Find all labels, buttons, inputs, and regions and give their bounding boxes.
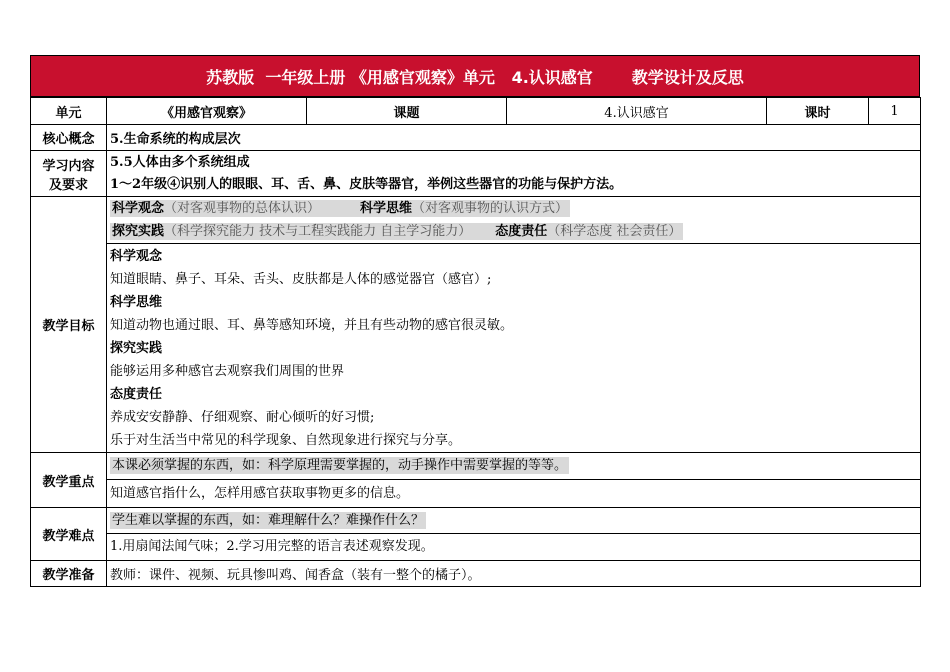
key-points-row: [31, 453, 921, 508]
hours-label: 课时: [767, 98, 869, 125]
core-concept-value: 5.生命系统的构成层次: [107, 125, 921, 151]
document-title-banner: [30, 55, 920, 97]
key-points-hint: 本课必须掌握的东西，如：科学原理需要掌握的，动手操作中需要掌握的等等。: [112, 458, 568, 473]
legend-practice-note: （科学探究能力 技术与工程实践能力 自主学习能力）: [164, 224, 472, 239]
difficulties-text: 1.用扇闻法闻气味；2.学习用完整的语言表述观察发现。: [110, 539, 434, 554]
requirements-row: [31, 151, 921, 197]
objective-heading-thinking: 科学思维: [110, 294, 163, 310]
unit-value: 《用感官观察》: [107, 98, 307, 125]
legend-practice: 探究实践: [112, 224, 165, 239]
objectives-legend: [107, 197, 921, 244]
legend-concept: 科学观念: [112, 201, 165, 216]
requirements-content: [107, 151, 921, 197]
legend-concept-chip: [110, 200, 570, 217]
preparation-row: [31, 561, 921, 587]
unit-label: 单元: [31, 98, 107, 125]
info-row: [31, 98, 921, 125]
legend-attitude-note: （科学态度 社会责任）: [547, 224, 682, 239]
difficulties-hint: 学生难以掌握的东西，如：难理解什么？难操作什么？: [112, 513, 425, 528]
key-points-label: 教学重点: [31, 453, 107, 508]
legend-concept-note: （对客观事物的总体认识）: [164, 201, 321, 216]
core-concept-row: [31, 125, 921, 151]
lesson-value: 4.认识感官: [507, 98, 767, 125]
objective-text-practice: 能够运用多种感官去观察我们周围的世界: [110, 363, 345, 379]
objectives-label: 教学目标: [31, 197, 107, 453]
objective-text-attitude-2: 乐于对生活当中常见的科学现象、自然现象进行探究与分享。: [110, 432, 462, 448]
lesson-plan-table: [30, 97, 921, 587]
lesson-label: 课题: [307, 98, 507, 125]
preparation-text: 教师：课件、视频、玩具惨叫鸡、闻香盒（装有一整个的橘子）。: [107, 561, 921, 587]
hours-value: 1: [869, 98, 921, 125]
requirements-label: [31, 151, 107, 197]
objective-heading-practice: 探究实践: [110, 340, 163, 356]
requirements-label-line1: 学习内容: [42, 158, 95, 174]
objectives-detail: [107, 244, 921, 453]
difficulties-content: [107, 508, 921, 561]
key-points-content: [107, 453, 921, 508]
objective-heading-attitude: 态度责任: [110, 386, 163, 402]
difficulties-label: 教学难点: [31, 508, 107, 561]
objective-text-thinking: 知道动物也通过眼、耳、鼻等感知环境，并且有些动物的感官很灵敏。: [110, 317, 514, 333]
difficulties-row: [31, 508, 921, 561]
legend-thinking: 科学思维: [360, 201, 413, 216]
objective-heading-concept: 科学观念: [110, 248, 163, 264]
requirements-label-line2: 及要求: [48, 177, 88, 193]
legend-attitude: 态度责任: [495, 224, 548, 239]
requirements-line2: 1～2年级④识别人的眼眼、耳、舌、鼻、皮肤等器官，举例这些器官的功能与保护方法。: [110, 176, 623, 192]
objectives-legend-row: [31, 197, 921, 244]
document-title: 苏教版 一年级上册 《用感官观察》单元 4.认识感官 教学设计及反思: [206, 67, 744, 87]
preparation-label: 教学准备: [31, 561, 107, 587]
legend-thinking-note: （对客观事物的认识方式）: [412, 201, 569, 216]
requirements-line1: 5.5人体由多个系统组成: [110, 154, 250, 170]
objectives-detail-row: [31, 244, 921, 453]
key-points-text: 知道感官指什么，怎样用感官获取事物更多的信息。: [110, 486, 410, 501]
lesson-plan-document: [30, 55, 920, 587]
core-concept-label: 核心概念: [31, 125, 107, 151]
legend-practice-chip: [110, 223, 683, 240]
objective-text-attitude-1: 养成安安静静、仔细观察、耐心倾听的好习惯;: [110, 409, 375, 425]
objective-text-concept: 知道眼睛、鼻子、耳朵、舌头、皮肤都是人体的感觉器官（感官）;: [110, 271, 492, 287]
